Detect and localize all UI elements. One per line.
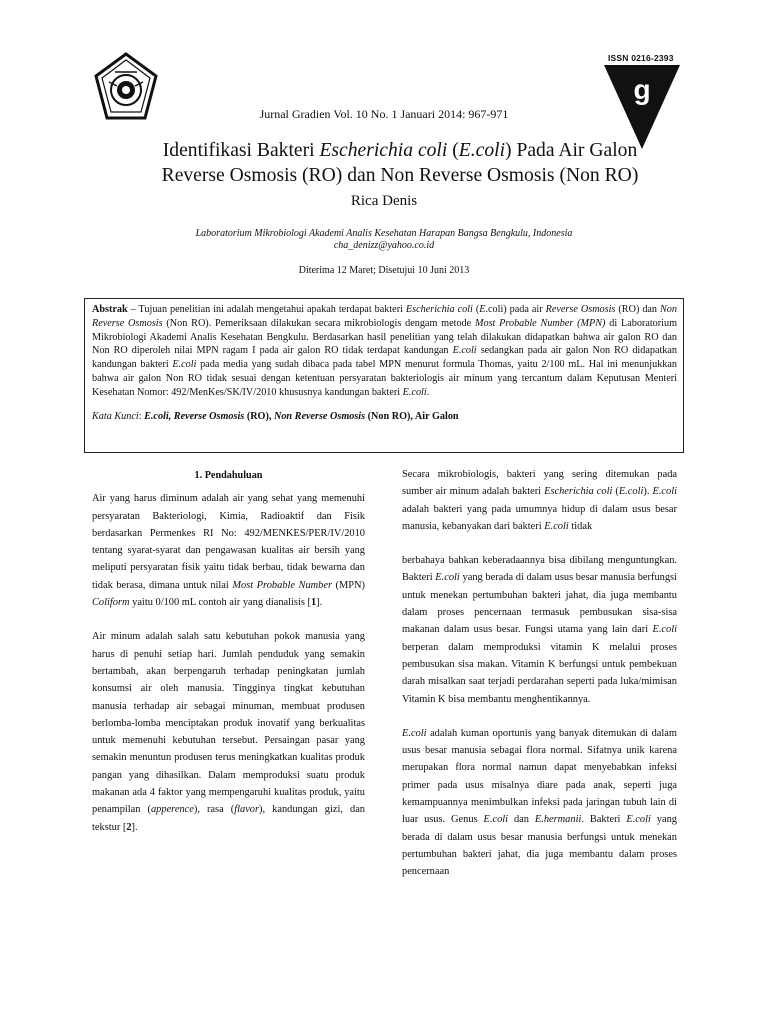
left-column	[92, 470, 366, 853]
received-accepted-dates: Diterima 12 Maret; Disetujui 10 Juni 2013	[298, 265, 470, 276]
paragraph: Air yang harus diminum adalah air yang sehat yang memenuhi persyaratan Bakteriologi, Kimia, Radioaktif dan Fisik berdasarkan Permenkes RI No: 492/MENKES/PER/IV/2010 tentang syarat-syarat dan pengawasan kualitas air bersih yang meliputi persyaratan fisik yaitu tidak berbau, tidak bewarna dan tidak berasa, dimana untuk nilai Most Probable Number (MPN) Coliform yaitu 0/100 mL contoh air yang dianalisis [1].	[92, 493, 365, 609]
paper-title: Identifikasi Bakteri Escherichia coli (E.coli) Pada Air Galon Reverse Osmosis (RO) dan Non Reverse Osmosis (Non RO)	[161, 140, 639, 186]
svg-text:g: g	[633, 74, 651, 105]
paragraph: berbahaya bahkan keberadaannya bisa dibilang menguntungkan. Bakteri E.coli yang berada di dalam usus besar manusia berfungsi untuk menekan pertumbuhan bakteri jahat, dia juga membantu dalam proses pencernaan termasuk pembusukan sisa-sisa makanan dalam usus besar. Fungsi utama yang lain dari E.coli berperan dalam memproduksi vitamin K melalui proses pembusukan sisa makan. Vitamin K berfungsi untuk pembekuan darah misalkan saat terjadi perdarahan seperti pada luka/mimisan Vitamin K bisa membantu menghentikannya.	[402, 555, 677, 705]
paragraph: E.coli adalah kuman oportunis yang banyak ditemukan di dalam usus besar manusia sebagai flora normal. Sifatnya unik karena merupakan flora normal namun dapat menyebabkan infeksi primer pada usus misalnya diare pada anak, seperti juga kemampuannya menimbulkan infeksi pada jaringan tubuh lain di luar usus. Genus E.coli dan E.hermanii. Bakteri E.coli yang berada di dalam usus besar manusia berfungsi untuk menekan pertumbuhan bakteri jahat, dia juga membantu dalam proses pencernaan	[402, 727, 677, 878]
journal-logo	[600, 53, 682, 151]
section-heading: 1. Pendahuluan	[194, 470, 263, 481]
paragraph: Air minum adalah salah satu kebutuhan pokok manusia yang harus di penuhi setiap hari. Jumlah penduduk yang semakin bertambah, akan berpengaruh terhadap peningkatan jumlah konsumsi air oleh manusia. Tingginya tingkat kebutuhan manusia terhadap air sebagai minuman, membuat produsen berlomba-lomba menciptakan produk inovatif yang berkualitas untuk memenuhi kebutuhan tersebut. Persaingan pasar yang semakin menuntun produsen terus meningkatkan kualitas produk pangan yang dihasilkan. Dalam memproduksi suatu produk makanan ada 4 faktor yang mempengaruhi kualitas produk, yaitu penampilan (apperence), rasa (flavor), kandungan gizi, dan tekstur [2].	[92, 631, 366, 833]
abstract-text: Abstrak – Tujuan penelitian ini adalah mengetahui apakah terdapat bakteri Escherichia coli (E.coli) pada air Reverse Osmosis (RO) dan Non Reverse Osmosis (Non RO). Pemeriksaan dilakukan secara mikrobiologis dengam metode Most Probable Number (MPN) di Laboratorium Mikrobiologi Akademi Analis Kesehatan Bengkulu. Berdasarkan hasil penelitian yang telah dilakukan didapatkan bahwa air galon RO dan Non RO diperoleh nilai MPN ragam I pada air galon RO tidak terdapat kandungan E.coli sedangkan pada air galon Non RO didapatkan kandungan bakteri E.coli pada media yang sudah dibaca pada tabel MPN menurut formula Thomas, yaitu 2/100 mL. Hal ini menunjukkan bahwa air galon Non RO tidak sesuai dengan ketentuan persyaratan bakteriologis air minum yang tercantum dalam Keputusan Menteri Kesehatan Nomor: 492/MenKes/SK/IV/2010 khususnya kandungan bakteri E.coli.	[92, 304, 678, 398]
paragraph: Secara mikrobiologis, bakteri yang sering ditemukan pada sumber air minum adalah bakteri Escherichia coli (E.coli). E.coli adalah bakteri yang pada umumnya hidup di dalam usus besar manusia, kebanyakan dari bakteri E.coli tidak	[402, 469, 678, 532]
keywords: Kata Kunci: E.coli, Reverse Osmosis (RO), Non Reverse Osmosis (Non RO), Air Galon	[92, 410, 459, 422]
abstract-box	[84, 298, 684, 453]
affiliation: Laboratorium Mikrobiologi Akademi Analis Kesehatan Harapan Bangsa Bengkulu, Indonesia cha_denizz@yahoo.co.id	[110, 228, 658, 252]
journal-citation: Jurnal Gradien Vol. 10 No. 1 Januari 2014: 967-971	[259, 107, 509, 121]
issn-label: ISSN 0216-2393	[608, 53, 674, 63]
author-email: cha_denizz@yahoo.co.id	[333, 240, 435, 251]
author-name: Rica Denis	[350, 193, 418, 209]
right-column	[402, 466, 677, 898]
